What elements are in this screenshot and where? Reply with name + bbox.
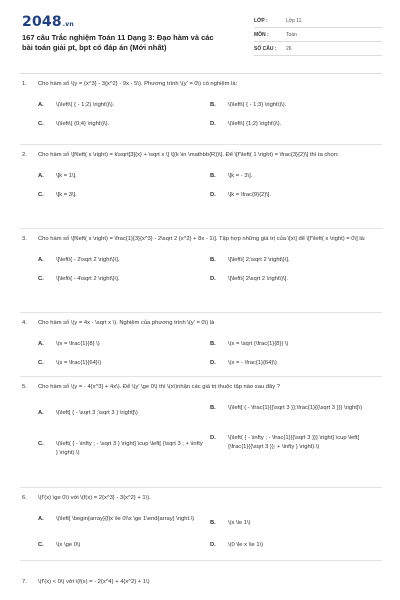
question-text: \(f'(x) < 0\) với \(f(x) = - 2{x^4} + 4{x^2} + 1\) — [38, 579, 150, 585]
option-text: \[\left\{ 2\sqrt 2 \right\}\]. — [228, 276, 288, 282]
logo-main: 2048 — [22, 14, 62, 30]
answer-options — [38, 89, 382, 133]
option-letter: A. — [38, 173, 44, 179]
option-text: \(\left[ \begin{array}{l}x \le 0\\x \ge 1\end{array} \right.\) — [56, 516, 195, 522]
option-letter: D. — [210, 360, 216, 366]
option-c[interactable] — [38, 440, 210, 458]
answer-options — [38, 160, 382, 204]
answer-options — [38, 328, 382, 372]
question-number: 2. — [22, 152, 27, 158]
option-b[interactable] — [210, 172, 382, 181]
question-number: 6. — [22, 495, 27, 501]
option-a[interactable] — [38, 172, 210, 181]
option-text: \(x = \sqrt {\frac{1}{8}} \) — [228, 341, 289, 347]
question-separator — [20, 312, 382, 313]
option-text: \[\left\{ - 2\sqrt 2 \right\}\]. — [56, 257, 120, 263]
option-text: \(\left( { - \infty ; - \frac{1}{{\sqrt 3 }}} \right] \cup \left[ {\frac{1}{{\sqrt 3 }}; + \infty } \right).\) — [228, 435, 360, 450]
question-number: 1. — [22, 81, 27, 87]
option-text: \(\left\{ {1;2} \right\}\). — [228, 121, 282, 127]
option-letter: B. — [210, 257, 216, 263]
document-meta — [254, 14, 382, 56]
meta-row-subject — [254, 28, 382, 42]
option-letter: B. — [210, 173, 216, 179]
option-text: \(\left\{ { - 1;2} \right\}\). — [56, 102, 115, 108]
question-separator — [20, 228, 382, 229]
document-title: 167 câu Trắc nghiệm Toán 11 Dạng 3: Đạo hàm và các bài toán giải pt, bpt có đáp án (Mới nhất) — [22, 33, 214, 52]
header-divider — [20, 73, 382, 74]
question-text: Cho hàm số \[f\left( x \right) = \frac{1}{3}{x^3} - 2\sqrt 2 {x^2} + 8x - 1\]. Tập hợp những giá trị của \[x\] để \[f'\left( x \right) = 0\] là: — [38, 236, 366, 242]
option-letter: C. — [38, 441, 44, 447]
option-d[interactable] — [210, 120, 382, 129]
question-number: 4. — [22, 320, 27, 326]
option-text: \[k = \frac{9}{2}\]. — [228, 192, 272, 198]
meta-value: 26 — [286, 45, 292, 52]
option-d[interactable] — [210, 541, 382, 550]
option-letter: A. — [38, 516, 44, 522]
option-a[interactable] — [38, 101, 210, 110]
option-b[interactable] — [210, 519, 382, 528]
question-text: Cho hàm số \[f\left( x \right) = k\sqrt[3]{x} + \sqrt x \] \[(k \in \mathbb{R})\]. Để \[f'\left( 1 \right) = \frac{3}{2}\] thì ta chọn: — [38, 152, 339, 158]
option-letter: C. — [38, 276, 44, 282]
question-5 — [22, 383, 382, 474]
option-c[interactable] — [38, 120, 210, 129]
question-2 — [22, 151, 382, 204]
option-text: \[\left\{ 2;\sqrt 2 \right\}\]. — [228, 257, 290, 263]
option-text: \(x \ge 0\) — [56, 542, 81, 548]
option-b[interactable] — [210, 101, 382, 110]
option-text: \(\left[ { - \sqrt 3 ;\sqrt 3 } \right]\) — [56, 410, 138, 416]
option-text: \(\left( { - \infty ; - \sqrt 3 } \right] \cup \left[ {\sqrt 3 ; + \infty } \right).\) — [56, 441, 203, 456]
option-letter: A. — [38, 341, 44, 347]
option-letter: B. — [210, 405, 216, 411]
option-d[interactable] — [210, 275, 382, 284]
option-a[interactable] — [38, 409, 210, 418]
question-separator — [20, 560, 382, 561]
question-1 — [22, 80, 382, 133]
question-4 — [22, 319, 382, 372]
option-c[interactable] — [38, 541, 210, 550]
option-letter: D. — [210, 121, 216, 127]
option-a[interactable] — [38, 256, 210, 265]
option-c[interactable] — [38, 359, 210, 368]
option-text: \(x = \frac{1}{64}\) — [56, 360, 102, 366]
option-letter: A. — [38, 257, 44, 263]
document-header — [0, 0, 400, 72]
question-separator — [20, 487, 382, 488]
question-text: Cho hàm số \(y = 4x - \sqrt x \). Nghiệm của phương trình \(y' = 0\) là — [38, 320, 215, 326]
question-text: Cho hàm số \(y = - 4{x^3} + 4x\). Để \(y' \ge 0\) thì \(x\)nhận các giá trị thuộc tập nào sau đây ? — [38, 384, 280, 390]
site-logo[interactable] — [22, 14, 74, 30]
option-b[interactable] — [210, 256, 382, 265]
option-letter: C. — [38, 542, 44, 548]
meta-row-class — [254, 14, 382, 28]
option-text: \(x = \frac{1}{8} \) — [56, 341, 100, 347]
question-separator — [20, 144, 382, 145]
answer-options — [38, 244, 382, 288]
option-a[interactable] — [38, 340, 210, 349]
option-text: \(\left[ { - \frac{1}{{\sqrt 3 }};\frac{1}{{\sqrt 3 }}} \right]\) — [228, 405, 363, 411]
question-text: \(f'(x) \ge 0\) với \(f(x) = 2{x^3} - 3{x^2} + 1\). — [38, 495, 151, 501]
option-text: \(x = - \frac{1}{64}\) — [228, 360, 277, 366]
option-letter: C. — [38, 121, 44, 127]
question-3 — [22, 235, 382, 288]
option-letter: D. — [210, 542, 216, 548]
meta-label: LỚP : — [254, 17, 268, 24]
answer-options — [38, 392, 382, 474]
option-text: \[k = - 3\]. — [228, 173, 253, 179]
option-text: \(\left\{ {0;4} \right\}\). — [56, 121, 110, 127]
option-text: \[\left\{ - 4\sqrt 2 \right\}\]. — [56, 276, 120, 282]
meta-value: Lớp 11 — [286, 17, 302, 24]
option-a[interactable] — [38, 515, 210, 524]
option-d[interactable] — [210, 359, 382, 368]
option-text: \(x \le 1\) — [228, 520, 251, 526]
option-c[interactable] — [38, 191, 210, 200]
meta-label: SỐ CÂU : — [254, 45, 277, 52]
question-number: 5. — [22, 384, 27, 390]
option-letter: B. — [210, 102, 216, 108]
meta-value: Toán — [286, 31, 297, 38]
option-d[interactable] — [210, 434, 382, 452]
option-c[interactable] — [38, 275, 210, 284]
question-text: Cho hàm số \(y = {x^3} - 3{x^2} - 9x - 5\). Phương trình \(y' = 0\) có nghiệm là: — [38, 81, 238, 87]
answer-options — [38, 503, 382, 553]
option-letter: C. — [38, 360, 44, 366]
option-letter: B. — [210, 341, 216, 347]
option-text: \[k = 1\]. — [56, 173, 77, 179]
option-letter: D. — [210, 276, 216, 282]
meta-row-count — [254, 42, 382, 56]
question-number: 7. — [22, 579, 27, 585]
question-7 — [22, 578, 382, 587]
option-letter: D. — [210, 192, 216, 198]
option-letter: A. — [38, 102, 44, 108]
option-letter: D. — [210, 435, 216, 441]
question-number: 3. — [22, 236, 27, 242]
question-6 — [22, 494, 382, 553]
meta-label: MÔN : — [254, 31, 269, 38]
option-text: \(0 \le x \le 1\) — [228, 542, 264, 548]
option-b[interactable] — [210, 340, 382, 349]
option-text: \[k = 3\]. — [56, 192, 77, 198]
option-b[interactable] — [210, 404, 382, 413]
logo-suffix: .vn — [62, 21, 74, 28]
option-letter: A. — [38, 410, 44, 416]
option-d[interactable] — [210, 191, 382, 200]
option-letter: C. — [38, 192, 44, 198]
option-text: \(\left\{ { - 1;3} \right\}\). — [228, 102, 287, 108]
question-separator — [20, 376, 382, 377]
option-letter: B. — [210, 520, 216, 526]
